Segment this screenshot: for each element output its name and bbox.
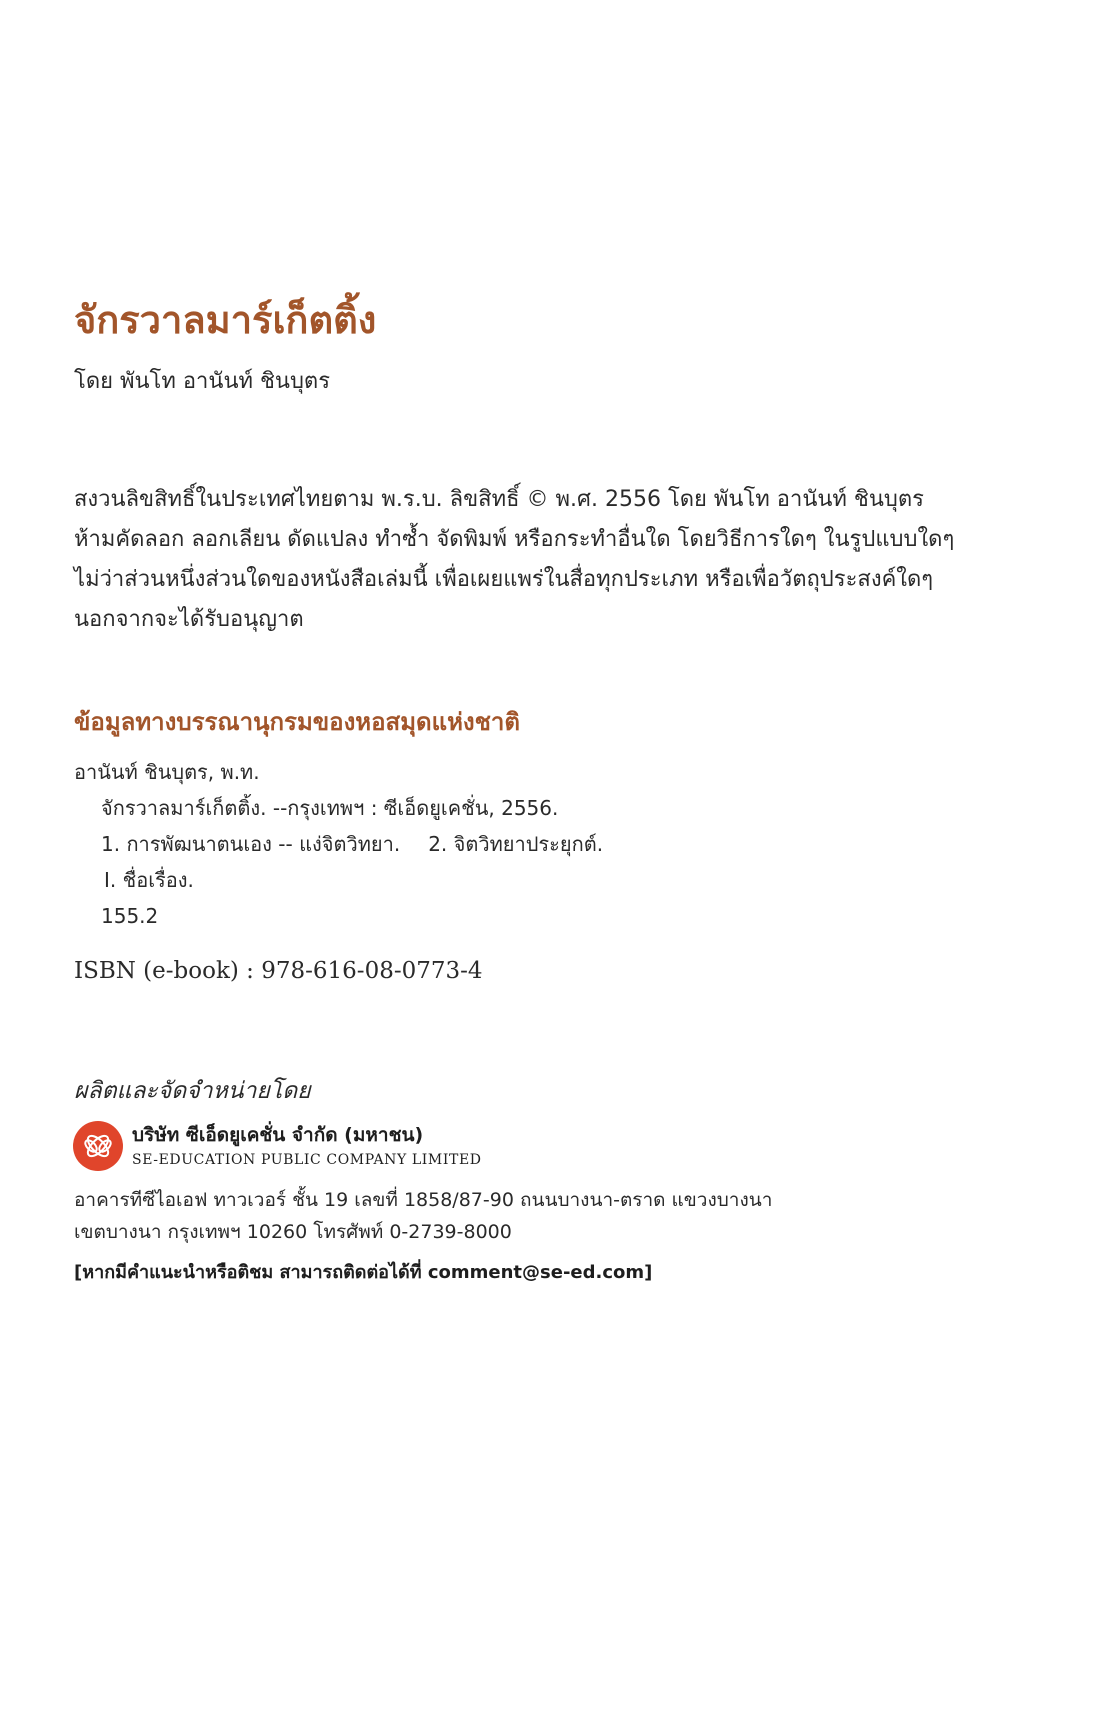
copyright-line: สงวนลิขสิทธิ์ในประเทศไทยตาม พ.ร.บ. ลิขสิทธิ์ © พ.ศ. 2556 โดย พันโท อานันท์ ชินบุตร	[74, 487, 924, 512]
copyright-line: ไม่ว่าส่วนหนึ่งส่วนใดของหนังสือเล่มนี้ เพื่อเผยแพร่ในสื่อทุกประเภท หรือเพื่อวัตถุประสงค์ใดๆ	[74, 567, 934, 592]
isbn: ISBN (e-book) : 978-616-08-0773-4	[74, 958, 483, 984]
publisher-address	[74, 1184, 772, 1248]
cip-title-line: จักรวาลมาร์เก็ตติ้ง. --กรุงเทพฯ : ซีเอ็ดยูเคชั่น, 2556.	[101, 796, 559, 820]
address-line: เขตบางนา กรุงเทพฯ 10260 โทรศัพท์ 0-2739-8000	[74, 1221, 512, 1243]
copyright-line: ห้ามคัดลอก ลอกเลียน ดัดแปลง ทำซ้ำ จัดพิมพ์ หรือกระทำอื่นใด โดยวิธีการใดๆ ในรูปแบบใดๆ	[74, 527, 955, 552]
cip-block	[74, 754, 603, 934]
cip-heading: ข้อมูลทางบรรณานุกรมของหอสมุดแห่งชาติ	[74, 708, 520, 736]
address-line: อาคารทีซีไอเอฟ ทาวเวอร์ ชั้น 19 เลขที่ 1858/87-90 ถนนบางนา-ตราด แขวงบางนา	[74, 1189, 773, 1211]
cip-classification: 155.2	[101, 904, 159, 928]
se-ed-logo-icon	[73, 1121, 123, 1171]
copyright-line: นอกจากจะได้รับอนุญาต	[74, 607, 304, 632]
company-name-english: SE-EDUCATION PUBLIC COMPANY LIMITED	[132, 1152, 482, 1168]
feedback-contact: [หากมีคำแนะนำหรือติชม สามารถติดต่อได้ที่ comment@se-ed.com]	[74, 1262, 653, 1283]
book-byline: โดย พันโท อานันท์ ชินบุตร	[74, 369, 331, 394]
cip-subject-2: 2. จิตวิทยาประยุกต์.	[428, 832, 604, 856]
cip-author: อานันท์ ชินบุตร, พ.ท.	[74, 760, 260, 784]
copyright-notice	[74, 480, 954, 640]
company-name-thai: บริษัท ซีเอ็ดยูเคชั่น จำกัด (มหาชน)	[132, 1124, 424, 1146]
cip-subject-1: 1. การพัฒนาตนเอง -- แง่จิตวิทยา.	[101, 832, 401, 856]
book-title: จักรวาลมาร์เก็ตติ้ง	[74, 298, 377, 342]
cip-title-entry: I. ชื่อเรื่อง.	[104, 868, 194, 892]
produced-by-label: ผลิตและจัดจำหน่ายโดย	[74, 1078, 311, 1104]
cip-subjects	[74, 826, 603, 862]
